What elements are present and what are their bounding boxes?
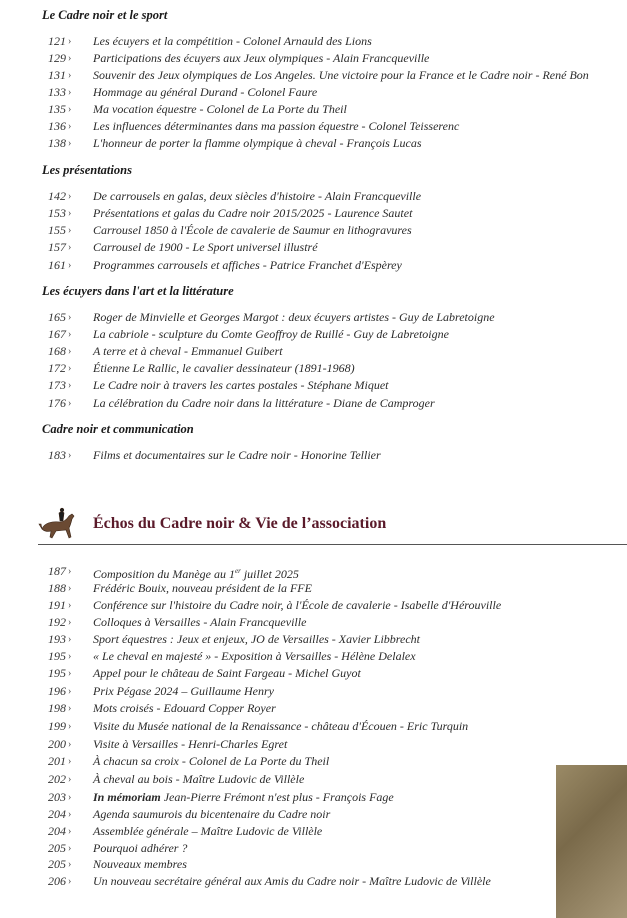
page-number: 153 (48, 206, 66, 220)
page-number: 191 (48, 598, 66, 612)
arrow-icon: › (68, 876, 72, 887)
arrow-icon: › (68, 583, 72, 594)
arrow-icon: › (68, 380, 72, 391)
entry-text: À chacun sa croix - Colonel de La Porte du Theil (93, 754, 330, 768)
list-item (0, 67, 627, 84)
entry-text: Prix Pégase 2024 – Guillaume Henry (93, 684, 274, 698)
entry-text: À cheval au bois - Maître Ludovic de Villèle (93, 772, 305, 786)
page-number: 187 (48, 564, 66, 578)
page-number: 142 (48, 189, 66, 203)
page-number: 133 (48, 85, 66, 99)
list-item (0, 856, 627, 873)
list-item (0, 840, 627, 857)
list-item (0, 118, 627, 135)
page-number: 201 (48, 754, 66, 768)
page-number: 138 (48, 136, 66, 150)
entry-text: Les influences déterminantes dans ma passion équestre - Colonel Teisserenc (93, 119, 460, 133)
page-number: 202 (48, 772, 66, 786)
entry-text: Un nouveau secrétaire général aux Amis du Cadre noir - Maître Ludovic de Villèle (93, 874, 491, 888)
arrow-icon: › (68, 363, 72, 374)
list-item (0, 101, 627, 118)
entry-text: Colloques à Versailles - Alain Francqueville (93, 615, 307, 629)
entry-text: Participations des écuyers aux Jeux olympiques - Alain Francqueville (93, 51, 430, 65)
page-number: 200 (48, 737, 66, 751)
list-item (0, 580, 627, 597)
arrow-icon: › (68, 668, 72, 679)
entry-text: Conférence sur l'histoire du Cadre noir, à l'École de cavalerie - Isabelle d'Hérouville (93, 598, 502, 612)
entry-text: Frédéric Bouix, nouveau président de la FFE (93, 581, 312, 595)
page-number: 131 (48, 68, 66, 82)
page-number: 129 (48, 51, 66, 65)
list-item (0, 326, 627, 343)
arrow-icon: › (68, 651, 72, 662)
list-item (0, 343, 627, 360)
arrow-icon: › (68, 398, 72, 409)
entry-text: Le Cadre noir à travers les cartes postales - Stéphane Miquet (93, 378, 389, 392)
entry-text: Carrousel de 1900 - Le Sport universel illustré (93, 240, 318, 254)
arrow-icon: › (68, 191, 72, 202)
entry-text: Carrousel 1850 à l'École de cavalerie de Saumur en lithogravures (93, 223, 412, 237)
entry-text: Roger de Minvielle et Georges Margot : deux écuyers artistes - Guy de Labretoigne (93, 310, 495, 324)
list-item (0, 806, 627, 823)
page-number: 121 (48, 34, 66, 48)
list-item (0, 447, 627, 464)
echos-section-title: Échos du Cadre noir & Vie de l’association (93, 515, 387, 532)
arrow-icon: › (68, 36, 72, 47)
arrow-icon: › (68, 617, 72, 628)
arrow-icon: › (68, 121, 72, 132)
entry-text: Films et documentaires sur le Cadre noir - Honorine Tellier (93, 448, 381, 462)
entry-text: Composition du Manège au 1er juillet 2025 (93, 567, 299, 581)
section-title-presentations: Les présentations (42, 163, 132, 177)
arrow-icon: › (68, 138, 72, 149)
arrow-icon: › (68, 686, 72, 697)
arrow-icon: › (68, 739, 72, 750)
page-number: 183 (48, 448, 66, 462)
entry-text: Visite du Musée national de la Renaissance - château d'Écouen - Eric Turquin (93, 719, 469, 733)
list-item (0, 771, 627, 788)
arrow-icon: › (68, 260, 72, 271)
page-number: 205 (48, 857, 66, 871)
page-number: 167 (48, 327, 66, 341)
page-number: 136 (48, 119, 66, 133)
header-divider (38, 544, 627, 545)
entry-text: Les écuyers et la compétition - Colonel Arnauld des Lions (93, 34, 372, 48)
horse-rider-icon (36, 507, 80, 543)
arrow-icon: › (68, 104, 72, 115)
entry-text: « Le cheval en majesté » - Exposition à Versailles - Hélène Delalex (93, 649, 416, 663)
arrow-icon: › (68, 53, 72, 64)
arrow-icon: › (68, 329, 72, 340)
entry-text: Présentations et galas du Cadre noir 2015/2025 - Laurence Sautet (93, 206, 413, 220)
page-number: 199 (48, 719, 66, 733)
page-number: 206 (48, 874, 66, 888)
arrow-icon: › (68, 600, 72, 611)
entry-text: Programmes carrousels et affiches - Patrice Franchet d'Espèrey (93, 258, 402, 272)
arrow-icon: › (68, 792, 72, 803)
section-title-sport: Le Cadre noir et le sport (42, 8, 168, 22)
page-number: 192 (48, 615, 66, 629)
list-item (0, 823, 627, 840)
decorative-corner-panel (556, 765, 627, 918)
arrow-icon: › (68, 703, 72, 714)
list-item (0, 648, 627, 665)
list-item (0, 631, 627, 648)
arrow-icon: › (68, 225, 72, 236)
list-item (0, 239, 627, 256)
entry-text: Agenda saumurois du bicentenaire du Cadre noir (93, 807, 331, 821)
entry-text: La célébration du Cadre noir dans la littérature - Diane de Camproger (93, 396, 435, 410)
list-item (0, 789, 627, 806)
list-item (0, 665, 627, 682)
entry-text: Assemblée générale – Maître Ludovic de Villèle (93, 824, 323, 838)
list-item (0, 700, 627, 717)
page-number: 173 (48, 378, 66, 392)
in-memoriam-text: Jean-Pierre Frémont n'est plus - François Fage (160, 790, 394, 804)
page-number: 155 (48, 223, 66, 237)
page-number: 195 (48, 649, 66, 663)
arrow-icon: › (68, 634, 72, 645)
arrow-icon: › (68, 70, 72, 81)
entry-text: Appel pour le château de Saint Fargeau - Michel Guyot (93, 666, 361, 680)
entry-text: Ma vocation équestre - Colonel de La Porte du Theil (93, 102, 347, 116)
entry-text: L'honneur de porter la flamme olympique à cheval - François Lucas (93, 136, 422, 150)
page-number: 195 (48, 666, 66, 680)
page-number: 204 (48, 824, 66, 838)
arrow-icon: › (68, 843, 72, 854)
list-item (0, 257, 627, 274)
entry-text: Nouveaux membres (93, 857, 187, 871)
page-number: 165 (48, 310, 66, 324)
page-number: 196 (48, 684, 66, 698)
in-memoriam-label: In mémoriam (93, 790, 161, 804)
section-title-art: Les écuyers dans l'art et la littérature (42, 284, 234, 298)
arrow-icon: › (68, 774, 72, 785)
list-item (0, 597, 627, 614)
page-number: 172 (48, 361, 66, 375)
list-item (0, 736, 627, 753)
page-number: 188 (48, 581, 66, 595)
list-item (0, 222, 627, 239)
page-number: 161 (48, 258, 66, 272)
arrow-icon: › (68, 346, 72, 357)
page-number: 168 (48, 344, 66, 358)
entry-text: Étienne Le Rallic, le cavalier dessinateur (1891-1968) (93, 361, 355, 375)
arrow-icon: › (68, 208, 72, 219)
entry-text: Pourquoi adhérer ? (93, 841, 188, 855)
list-item (0, 377, 627, 394)
list-item (0, 33, 627, 50)
list-item (0, 563, 627, 580)
arrow-icon: › (68, 721, 72, 732)
page-number: 198 (48, 701, 66, 715)
entry-text: Visite à Versailles - Henri-Charles Egret (93, 737, 288, 751)
list-item (0, 683, 627, 700)
arrow-icon: › (68, 809, 72, 820)
list-item (0, 188, 627, 205)
arrow-icon: › (68, 450, 72, 461)
page-number: 176 (48, 396, 66, 410)
entry-text: Sport équestres : Jeux et enjeux, JO de Versailles - Xavier Libbrecht (93, 632, 421, 646)
list-item (0, 309, 627, 326)
page-number: 135 (48, 102, 66, 116)
entry-text: Souvenir des Jeux olympiques de Los Angeles. Une victoire pour la France et le Cadre noir - René Bon (93, 68, 589, 82)
arrow-icon: › (68, 242, 72, 253)
page-number: 193 (48, 632, 66, 646)
page-number: 204 (48, 807, 66, 821)
arrow-icon: › (68, 756, 72, 767)
entry-text: A terre et à cheval - Emmanuel Guibert (93, 344, 283, 358)
arrow-icon: › (68, 566, 72, 577)
list-item (0, 614, 627, 631)
arrow-icon: › (68, 859, 72, 870)
entry-text: De carrousels en galas, deux siècles d'histoire - Alain Francqueville (93, 189, 422, 203)
list-item (0, 135, 627, 152)
entry-text: Mots croisés - Edouard Copper Royer (93, 701, 276, 715)
section-title-communication: Cadre noir et communication (42, 422, 194, 436)
list-item (0, 718, 627, 735)
page-number: 205 (48, 841, 66, 855)
list-item (0, 395, 627, 412)
list-item (0, 84, 627, 101)
entry-text: La cabriole - sculpture du Comte Geoffroy de Ruillé - Guy de Labretoigne (93, 327, 449, 341)
page-number: 157 (48, 240, 66, 254)
arrow-icon: › (68, 312, 72, 323)
page-number: 203 (48, 790, 66, 804)
list-item (0, 753, 627, 770)
list-item (0, 205, 627, 222)
entry-text (93, 789, 394, 806)
entry-text: Hommage au général Durand - Colonel Faure (93, 85, 318, 99)
list-item (0, 873, 627, 890)
list-item (0, 50, 627, 67)
arrow-icon: › (68, 87, 72, 98)
arrow-icon: › (68, 826, 72, 837)
list-item (0, 360, 627, 377)
